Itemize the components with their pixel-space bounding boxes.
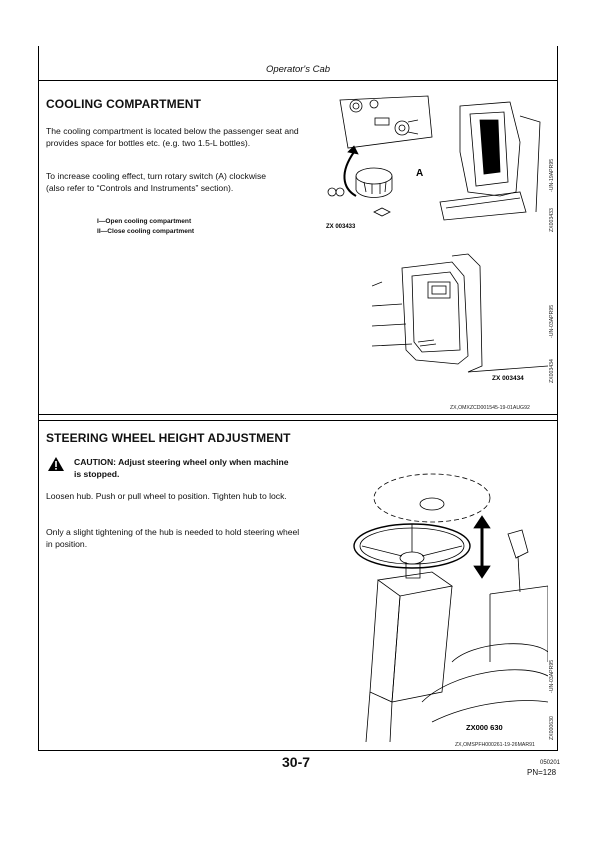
- section2-reference: ZX,OMSPFH000261-19-26MAR91: [455, 742, 535, 748]
- cooling-compartment-closed-figure: [372, 246, 548, 386]
- steering-paragraph-1: Loosen hub. Push or pull wheel to position. Tighten hub to lock.: [46, 491, 287, 501]
- section1-reference: ZX,OMXZCD001545-19-01AUG92: [450, 405, 530, 411]
- header-rule: [38, 80, 558, 81]
- figure1-side-date: -UN-19APR95: [549, 158, 555, 192]
- pn-number: PN=128: [527, 768, 557, 777]
- caution-text: CAUTION: Adjust steering wheel only when machine is stopped.: [74, 457, 289, 479]
- figure2-side-code: ZX003434: [549, 359, 555, 383]
- date-code: 050201: [540, 760, 561, 766]
- figure1-side-code: ZX003433: [549, 208, 555, 232]
- left-border: [38, 46, 39, 751]
- legend-open: I—Open cooling compartment: [97, 218, 192, 225]
- figure-label-a: A: [416, 168, 424, 179]
- section-divider-2: [38, 420, 558, 421]
- legend-close: II—Close cooling compartment: [97, 228, 195, 235]
- section-divider: [38, 414, 558, 415]
- figure3-side-code: ZX000630: [549, 716, 555, 740]
- page-header: Operator's Cab: [265, 64, 331, 75]
- steering-wheel-figure: [322, 462, 548, 742]
- section-title-cooling: COOLING COMPARTMENT: [46, 97, 201, 111]
- cooling-paragraph-2: To increase cooling effect, turn rotary switch (A) clockwise (also refer to “Controls and Instruments” section).: [46, 171, 267, 193]
- figure-code-1: ZX 003433: [326, 224, 356, 230]
- cooling-compartment-figure: [320, 92, 548, 242]
- figure-code-3: ZX000 630: [466, 723, 503, 732]
- figure2-side-date: -UN-03APR95: [549, 304, 555, 338]
- cooling-paragraph-1: The cooling compartment is located below the passenger seat and provides space for bottles etc. (e.g. two 1.5-L bottles).: [46, 126, 299, 148]
- right-border: [557, 46, 558, 751]
- figure-code-2: ZX 003434: [492, 375, 524, 382]
- page-number: 30-7: [282, 754, 311, 770]
- caution-icon: [47, 456, 65, 472]
- figure3-side-date: -UN-03APR95: [549, 659, 555, 693]
- section-title-steering: STEERING WHEEL HEIGHT ADJUSTMENT: [46, 431, 291, 445]
- bottom-rule: [38, 750, 558, 751]
- steering-paragraph-2: Only a slight tightening of the hub is needed to hold steering wheel in position.: [46, 527, 300, 549]
